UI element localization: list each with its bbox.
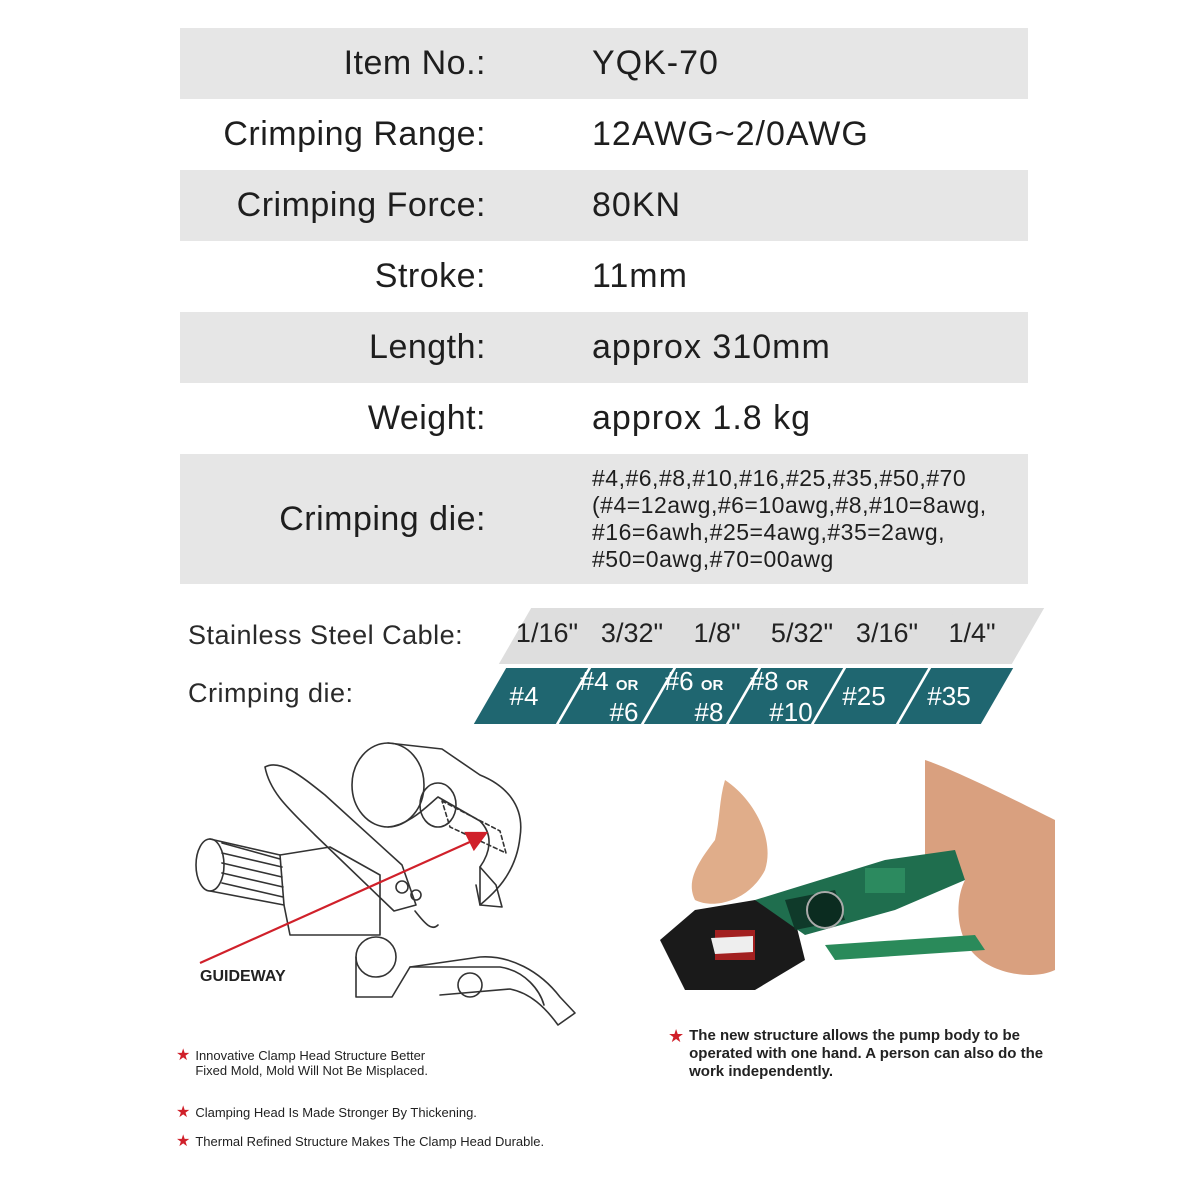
feature-note: ★ Thermal Refined Structure Makes The Clamp Head Durable. [176,1133,545,1150]
cable-size: 1/16" [515,618,579,648]
spec-row-crimping-die [180,454,1028,584]
die-value: #6 OR #8 [664,665,724,727]
crimp-head-drawing [180,735,600,1035]
die-value: #4 OR #6 [579,665,639,727]
spec-label: Length: [369,328,486,366]
die-line: (#4=12awg,#6=10awg,#8,#10=8awg, [592,492,987,518]
spec-row-crimping-range [180,99,1028,170]
die-value: #25 [842,681,886,711]
star-icon: ★ [176,1047,191,1064]
spec-row-length [180,312,1028,383]
star-icon: ★ [176,1104,191,1121]
spec-value: approx 310mm [592,328,831,366]
cable-size: 1/8" [693,618,741,648]
spec-label: Item No.: [343,44,486,82]
spec-table [180,28,1028,584]
cable-size: 3/32" [600,618,664,648]
spec-label: Crimping die: [279,499,486,538]
spec-value: 12AWG~2/0AWG [592,115,869,153]
spec-row-stroke [180,241,1028,312]
tool-photo [655,760,1055,1010]
spec-label: Weight: [367,399,486,437]
cable-size: 5/32" [770,618,834,648]
star-icon: ★ [668,1026,685,1046]
cable-size: 3/16" [855,618,919,648]
spec-value: 80KN [592,186,682,224]
feature-note: ★ Innovative Clamp Head Structure Better Fixed Mold, Mold Will Not Be Misplaced. [176,1047,428,1078]
die-line: #4,#6,#8,#10,#16,#25,#35,#50,#70 [592,465,967,491]
die-line: #50=0awg,#70=00awg [592,546,834,572]
spec-value: approx 1.8 kg [592,399,812,437]
spec-row-item-no [180,28,1028,99]
die-row-label: Crimping die: [188,678,354,708]
spec-row-crimping-force [180,170,1028,241]
cable-size: 1/4" [948,618,996,648]
photo-note: ★ The new structure allows the pump body to be operated with one hand. A person can also do the work independently. [668,1026,1044,1080]
spec-value: 11mm [592,257,688,295]
star-icon: ★ [176,1133,191,1150]
cable-row-label: Stainless Steel Cable: [188,620,464,650]
die-value: #4 [509,681,539,711]
feature-note: ★ Clamping Head Is Made Stronger By Thickening. [176,1104,477,1121]
die-line: #16=6awh,#25=4awg,#35=2awg, [592,519,946,545]
die-value: #35 [927,681,971,711]
die-value: #8 OR #10 [749,665,813,727]
spec-value: YQK-70 [592,44,719,82]
guideway-callout: GUIDEWAY [200,968,286,985]
spec-value-multiline [592,465,987,573]
spec-row-weight [180,383,1028,454]
spec-label: Stroke: [374,257,486,295]
spec-label: Crimping Force: [236,186,486,224]
spec-label: Crimping Range: [223,115,486,153]
